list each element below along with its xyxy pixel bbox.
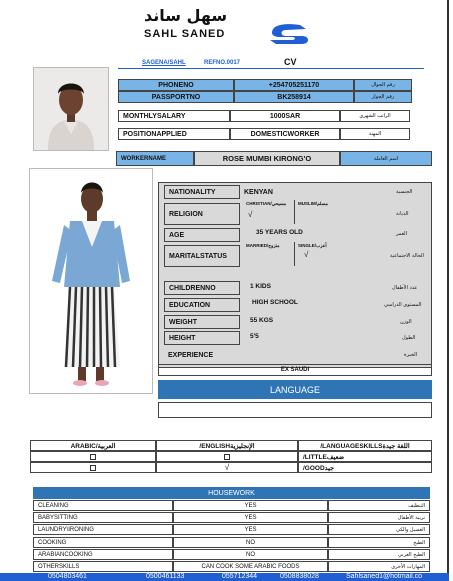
education-label-ar: المستوى الدراسي bbox=[384, 302, 422, 308]
lang-arabic-header: ARABIC/العربية bbox=[30, 440, 156, 451]
checkbox-icon bbox=[90, 454, 96, 460]
religion-option-muslim: MUSLIM/مسلم bbox=[298, 201, 328, 206]
lang-english-header: /ENGLISHالإنجليزية bbox=[156, 440, 298, 451]
height-label-ar: الطول bbox=[402, 335, 416, 341]
footer-bar bbox=[0, 573, 449, 581]
agency-label: SAGENA/SAHL bbox=[142, 60, 186, 66]
hw-cleaning-label: CLEANING bbox=[33, 500, 173, 511]
hw-cleaning-ar: التنظيف bbox=[328, 500, 430, 511]
checkbox-icon bbox=[90, 465, 96, 471]
hw-laundry-value: YES bbox=[173, 524, 328, 535]
full-body-photo bbox=[29, 168, 153, 394]
position-value: DOMESTICWORKER bbox=[230, 128, 340, 140]
experience-label: EXPERIENCE bbox=[164, 348, 240, 362]
position-label: POSITIONAPPLIED bbox=[118, 128, 230, 140]
hw-babysitting-value: YES bbox=[173, 512, 328, 523]
lang-arabic-good bbox=[30, 462, 156, 473]
marital-check: √ bbox=[304, 250, 309, 259]
lang-skills-header: /LANGUAGESKILLSاللغة جيدة bbox=[298, 440, 432, 451]
children-label: CHILDRENNO bbox=[164, 281, 240, 295]
hw-cooking-ar: الطبخ bbox=[328, 537, 430, 548]
age-label: AGE bbox=[164, 228, 240, 242]
children-value: 1 KIDS bbox=[250, 283, 271, 290]
position-label-ar: المهنة bbox=[340, 128, 410, 140]
nationality-value: KENYAN bbox=[240, 185, 360, 199]
marital-option-single: SINGLE/أعزب bbox=[298, 243, 327, 248]
lang-good-label: /GOODجيد bbox=[298, 462, 432, 473]
lang-arabic-little bbox=[30, 451, 156, 462]
religion-label: RELIGION bbox=[164, 203, 240, 225]
education-value: HIGH SCHOOL bbox=[252, 299, 298, 306]
marital-label-ar: الحالة الاجتماعية bbox=[390, 253, 424, 259]
worker-name-label-ar: اسم العاملة bbox=[340, 151, 432, 166]
hw-otherskills-label: OTHERSKILLS bbox=[33, 561, 173, 572]
height-label: HEIGHT bbox=[164, 331, 240, 345]
salary-value: 1000SAR bbox=[230, 110, 340, 122]
nationality-label-ar: الجنسية bbox=[396, 189, 413, 195]
weight-value: 55 KGS bbox=[250, 317, 274, 324]
phone-value: +254705251170 bbox=[234, 79, 354, 91]
lang-little-label: /LITTLEضعيف bbox=[298, 451, 432, 462]
religion-label-ar: الديانة bbox=[396, 211, 409, 217]
marital-label: MARITALSTATUS bbox=[164, 245, 240, 267]
religion-divider bbox=[294, 200, 295, 224]
age-label-ar: العمر bbox=[396, 231, 407, 237]
cv-label: CV bbox=[284, 57, 297, 67]
hw-arabiccooking-value: NO bbox=[173, 549, 328, 560]
height-value: 5'5 bbox=[250, 333, 259, 340]
worker-name-value: ROSE MUMBI KIRONG'O bbox=[194, 151, 340, 166]
hw-arabiccooking-ar: الطبخ العربي bbox=[328, 549, 430, 560]
hw-laundry-ar: الغسيل والكي bbox=[328, 524, 430, 535]
weight-label: WEIGHT bbox=[164, 315, 240, 329]
logo-icon bbox=[266, 20, 314, 46]
hw-cooking-value: NO bbox=[173, 537, 328, 548]
hw-cooking-label: COOKING bbox=[33, 537, 173, 548]
footer-phone-3: 055712344 bbox=[222, 573, 258, 580]
hw-otherskills-value: CAN COOK SOME ARABIC FOODS bbox=[173, 561, 328, 572]
education-label: EDUCATION bbox=[164, 298, 240, 312]
portrait-photo bbox=[33, 67, 109, 151]
religion-option-christian: CHRISTIAN/مسيحي bbox=[246, 201, 287, 206]
experience-value: EX SAUDI bbox=[158, 364, 432, 376]
lang-english-little bbox=[156, 451, 298, 462]
hw-cleaning-value: YES bbox=[173, 500, 328, 511]
hw-arabiccooking-label: ARABIANCOOKING bbox=[33, 549, 173, 560]
marital-option-married: MARRIED/متزوج bbox=[246, 243, 280, 248]
experience-label-ar: الخبرة bbox=[404, 352, 418, 358]
hw-laundry-label: LAUNDRY\IRONING bbox=[33, 524, 173, 535]
footer-phone-4: 0508838028 bbox=[280, 573, 319, 580]
logo-arabic: سهل ساند bbox=[144, 6, 228, 25]
worker-name-label: WORKERNAME bbox=[116, 151, 194, 166]
footer-phone-2: 0500461133 bbox=[146, 573, 185, 580]
language-banner: LANGUAGE bbox=[158, 380, 432, 399]
weight-label-ar: الوزن bbox=[400, 319, 412, 325]
language-blank-row bbox=[158, 402, 432, 418]
age-value: 35 YEARS OLD bbox=[256, 229, 303, 236]
phone-label-ar: رقم الجوال bbox=[354, 79, 412, 91]
lang-english-good: √ bbox=[156, 462, 298, 473]
hw-babysitting-ar: تربية الأطفال bbox=[328, 512, 430, 523]
hw-babysitting-label: BABYSITTING bbox=[33, 512, 173, 523]
checkbox-icon bbox=[224, 454, 230, 460]
hw-otherskills-ar: المهارات الأخرى bbox=[328, 561, 430, 572]
nationality-label: NATIONALITY bbox=[164, 185, 240, 199]
refno-label: REFNO.0017 bbox=[204, 60, 241, 66]
salary-label: MONTHLYSALARY bbox=[118, 110, 230, 122]
phone-label: PHONENO bbox=[118, 79, 234, 91]
housework-banner: HOUSEWORK bbox=[33, 487, 430, 499]
header-divider bbox=[118, 68, 424, 69]
footer-email: Sahlsaned1@hotmail.co bbox=[346, 573, 422, 580]
logo-english: SAHL SANED bbox=[144, 28, 226, 40]
children-label-ar: عدد الأطفال bbox=[392, 285, 418, 291]
passport-label: PASSPORTNO bbox=[118, 91, 234, 103]
marital-divider bbox=[294, 242, 295, 266]
passport-value: BK258914 bbox=[234, 91, 354, 103]
salary-label-ar: الراتب الشهري bbox=[340, 110, 410, 122]
religion-check: √ bbox=[248, 210, 253, 219]
footer-phone-1: 0504803461 bbox=[48, 573, 87, 580]
passport-label-ar: رقم الجواز bbox=[354, 91, 412, 103]
